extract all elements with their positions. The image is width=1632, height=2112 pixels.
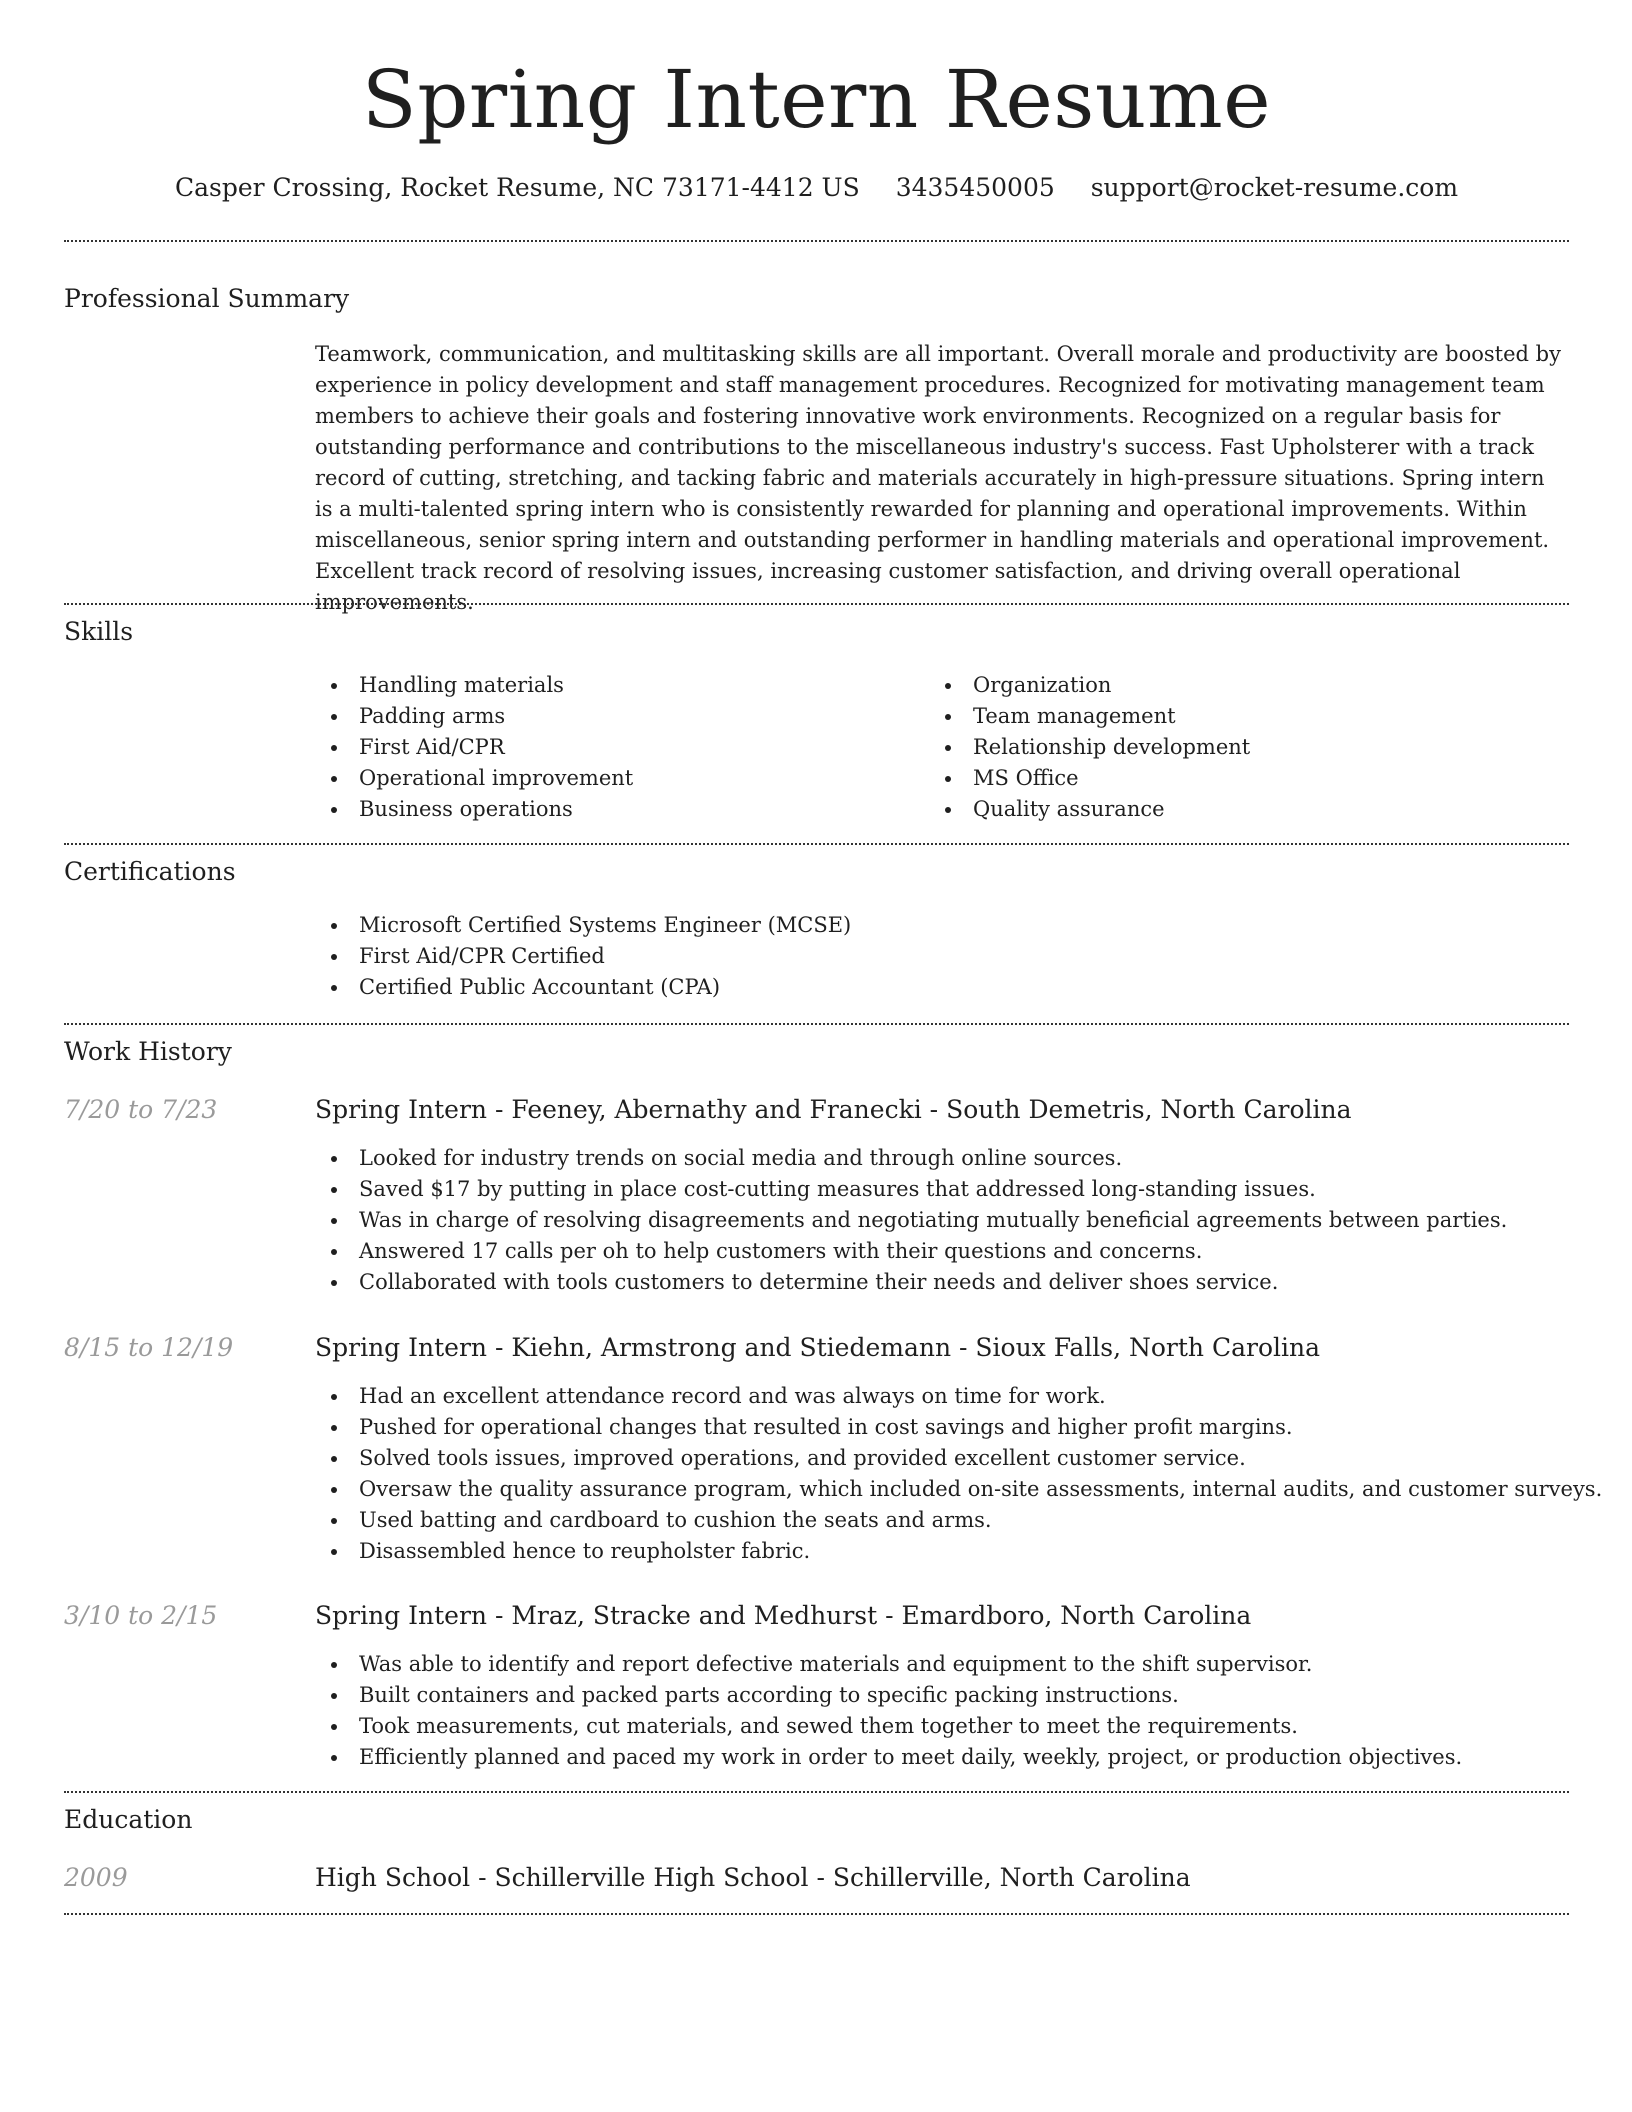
section-divider (64, 1791, 1569, 1793)
contact-address: Casper Crossing, Rocket Resume, NC 73171-4412 US (174, 173, 860, 202)
education-heading: Education (64, 1805, 193, 1834)
education-entry: High School - Schillerville High School - Schillerville, North Carolina (315, 1863, 1191, 1892)
skill-item: Team management (929, 701, 1529, 732)
job-bullet: Oversaw the quality assurance program, which included on-site assessments, internal audits, and customer surveys. (315, 1474, 1567, 1505)
summary-text: Teamwork, communication, and multitasking skills are all important. Overall morale and productivity are boosted by experience in policy development and staff management procedures. Recognized for motivating management team members to achieve their goals and fostering innovative work environments. Recognized on a regular basis for outstanding performance and contributions to the miscellaneous industry's success. Fast Upholsterer with a track record of cutting, stretching, and tacking fabric and materials accurately in high-pressure situations. Spring intern is a multi-talented spring intern who is consistently rewarded for planning and operational improvements. Within miscellaneous, senior spring intern and outstanding performer in handling materials and operational improvement. Excellent track record of resolving issues, increasing customer satisfaction, and driving overall operational improvements. (315, 342, 1561, 614)
contact-phone: 3435450005 (895, 173, 1055, 202)
skill-item: MS Office (929, 763, 1529, 794)
job-bullets (315, 1143, 1567, 1298)
job-bullet: Pushed for operational changes that resulted in cost savings and higher profit margins. (315, 1412, 1567, 1443)
contact-email: support@rocket-resume.com (1090, 173, 1459, 202)
contact-line (64, 170, 1569, 206)
section-divider (64, 1913, 1569, 1915)
job-dates: 7/20 to 7/23 (64, 1095, 218, 1124)
job-bullet: Was able to identify and report defective materials and equipment to the shift supervisor. (315, 1649, 1567, 1680)
skill-item: Organization (929, 670, 1529, 701)
certification-item: Certified Public Accountant (CPA) (315, 972, 1567, 1003)
skill-item: Operational improvement (315, 763, 915, 794)
section-divider (64, 1023, 1569, 1025)
summary-heading: Professional Summary (64, 284, 350, 313)
certification-item: Microsoft Certified Systems Engineer (MCSE) (315, 910, 1567, 941)
skills-list-left (315, 670, 915, 825)
section-divider (64, 240, 1569, 242)
job-bullet: Had an excellent attendance record and was always on time for work. (315, 1381, 1567, 1412)
job-bullet: Disassembled hence to reupholster fabric. (315, 1536, 1567, 1567)
work-history-heading: Work History (64, 1037, 232, 1066)
job-bullet: Looked for industry trends on social media and through online sources. (315, 1143, 1567, 1174)
job-bullet: Took measurements, cut materials, and sewed them together to meet the requirements. (315, 1711, 1567, 1742)
job-bullet: Efficiently planned and paced my work in order to meet daily, weekly, project, or production objectives. (315, 1742, 1567, 1773)
skills-heading: Skills (64, 617, 134, 646)
job-bullet: Built containers and packed parts according to specific packing instructions. (315, 1680, 1567, 1711)
skill-item: Business operations (315, 794, 915, 825)
job-bullet: Saved $17 by putting in place cost-cutting measures that addressed long-standing issues. (315, 1174, 1567, 1205)
job-dates: 8/15 to 12/19 (64, 1333, 234, 1362)
education-year: 2009 (64, 1863, 128, 1892)
job-bullets (315, 1381, 1603, 1567)
section-divider (64, 603, 1569, 605)
job-title: Spring Intern - Feeney, Abernathy and Franecki - South Demetris, North Carolina (315, 1095, 1352, 1124)
section-divider (64, 843, 1569, 845)
job-title: Spring Intern - Kiehn, Armstrong and Stiedemann - Sioux Falls, North Carolina (315, 1333, 1321, 1362)
skill-item: Relationship development (929, 732, 1529, 763)
job-bullet: Answered 17 calls per oh to help customers with their questions and concerns. (315, 1236, 1567, 1267)
job-dates: 3/10 to 2/15 (64, 1601, 218, 1630)
certifications-heading: Certifications (64, 857, 236, 886)
job-bullet: Was in charge of resolving disagreements and negotiating mutually beneficial agreements between parties. (315, 1205, 1567, 1236)
job-bullet: Collaborated with tools customers to determine their needs and deliver shoes service. (315, 1267, 1567, 1298)
job-bullet: Used batting and cardboard to cushion the seats and arms. (315, 1505, 1567, 1536)
resume-title: Spring Intern Resume (361, 53, 1272, 146)
skill-item: Padding arms (315, 701, 915, 732)
skill-item: First Aid/CPR (315, 732, 915, 763)
skill-item: Quality assurance (929, 794, 1529, 825)
certifications-list (315, 910, 1567, 1003)
skill-item: Handling materials (315, 670, 915, 701)
job-bullets (315, 1649, 1567, 1773)
certification-item: First Aid/CPR Certified (315, 941, 1567, 972)
job-title: Spring Intern - Mraz, Stracke and Medhurst - Emardboro, North Carolina (315, 1601, 1252, 1630)
job-bullet: Solved tools issues, improved operations, and provided excellent customer service. (315, 1443, 1567, 1474)
skills-list-right (929, 670, 1529, 825)
